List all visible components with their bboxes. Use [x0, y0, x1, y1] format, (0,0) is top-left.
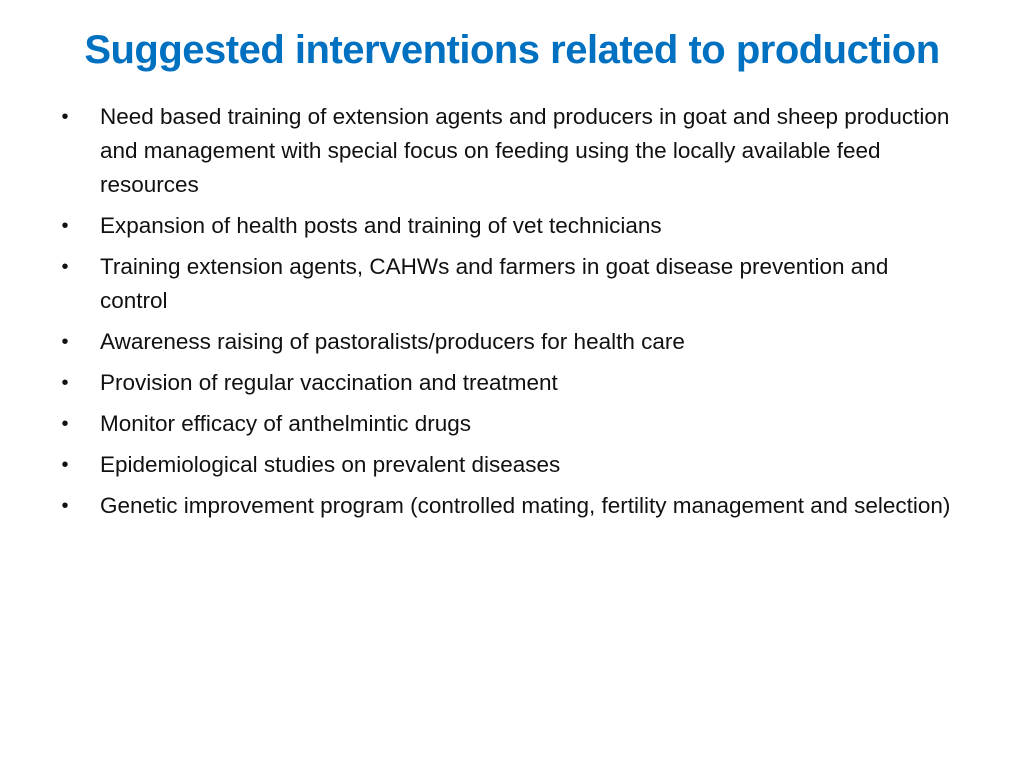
bullet-text: Awareness raising of pastoralists/producers for health care [100, 329, 685, 354]
bullet-list [58, 100, 958, 530]
bullet-text: Need based training of extension agents and producers in goat and sheep production and management with special focus on feeding using the locally available feed resources [100, 104, 950, 197]
bullet-text: Expansion of health posts and training of vet technicians [100, 213, 662, 238]
bullet-icon: • [61, 413, 69, 435]
bullet-icon: • [61, 256, 69, 278]
bullet-icon: • [61, 331, 69, 353]
bullet-icon: • [61, 495, 69, 517]
bullet-icon: • [61, 372, 69, 394]
slide-title: Suggested interventions related to production [84, 28, 940, 72]
bullet-item-awareness [58, 325, 958, 359]
bullet-item-health-posts [58, 209, 958, 243]
bullet-icon: • [61, 454, 69, 476]
bullet-item-training [58, 100, 958, 202]
bullet-item-epidemiology [58, 448, 958, 482]
bullet-item-vaccination [58, 366, 958, 400]
bullet-item-genetic-improvement [58, 489, 958, 523]
bullet-text: Genetic improvement program (controlled mating, fertility management and selection) [100, 493, 951, 518]
bullet-item-anthelmintic [58, 407, 958, 441]
bullet-text: Training extension agents, CAHWs and farmers in goat disease prevention and control [100, 254, 889, 313]
bullet-text: Epidemiological studies on prevalent diseases [100, 452, 561, 477]
bullet-icon: • [61, 215, 69, 237]
bullet-text: Provision of regular vaccination and treatment [100, 370, 558, 395]
bullet-item-disease-prevention [58, 250, 958, 318]
bullet-text: Monitor efficacy of anthelmintic drugs [100, 411, 472, 436]
bullet-icon: • [61, 106, 69, 128]
